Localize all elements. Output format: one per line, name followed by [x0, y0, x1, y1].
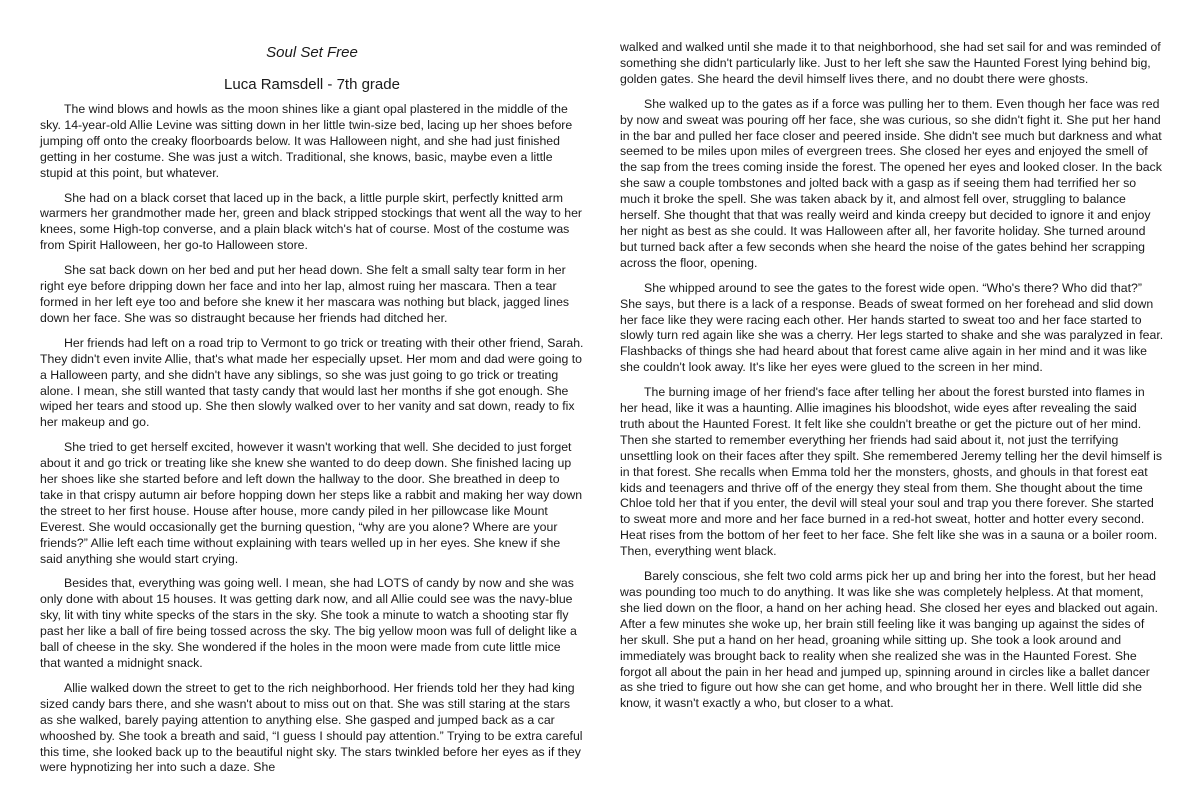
author-line: Luca Ramsdell - 7th grade: [224, 76, 400, 93]
paragraph: The wind blows and howls as the moon shines like a giant opal plastered in the middle of the sky. 14-year-old Allie Levine was sitting down in her little twin-size bed, lacing up her shoes before jumping off onto the creaky floorboards below. It was Halloween night, and she had just finished getting in her costume. She was just a witch. Traditional, she knows, basic, maybe even a little stupid at this point, but whatever.: [40, 102, 573, 180]
paragraph: The burning image of her friend's face after telling her about the forest bursted into flames in her head, like it was a haunting. Allie imagines his bloodshot, wide eyes after revealing the said truth about the Haunted Forest. It felt like she couldn't breathe or get the picture out of her mind. Then she started to remember everything her friends had said about it, not just the terrifying unsettling look on their faces after they spilt. She remembered Jeremy telling her the devil himself is in that forest. She recalls when Emma told her the monsters, ghosts, and ghouls in that forest eat kids and teenagers and thrive off of the energy they steal from them. She thought about the time Chloe told her that if you enter, the devil will steal your soul and trap you there forever. She started to sweat more and more and her face burned in a red-hot sweat, hotter and hotter every second. Heat rises from the bottom of her feet to her face. She felt like she was in a sauna or a boiler room. Then, everything went black.: [620, 385, 1163, 559]
paragraph: She whipped around to see the gates to the forest wide open. “Who's there? Who did that?” She says, but there is a lack of a response. Beads of sweat formed on her forehead and slid down her face like they were racing each other. Her hands started to sweat too and her face started to slowly turn red again like she was a cherry. Her legs started to shake and she was paralyzed in fear. Flashbacks of things she had heard about that forest came alive again in her mind and it was like she couldn't look away. It's like her eyes were glued to the screen in her mind.: [620, 280, 1164, 375]
paragraph: Besides that, everything was going well. I mean, she had LOTS of candy by now and she was only done with about 15 houses. It was getting dark now, and all Allie could see was the navy-blue sky, lit with tiny white specks of the stars in the sky. She took a minute to watch a shooting star fly past her like a ball of fire being tossed across the sky. The big yellow moon was full of delight like a ball of cheese in the sky. She wondered if the holes in the moon were made from cute little mice that wanted a midnight snack.: [40, 576, 577, 670]
right-page: [620, 40, 1164, 721]
paragraph: Allie walked down the street to get to the rich neighborhood. Her friends told her they had king sized candy bars there, and she wasn't about to miss out on that. She was still staring at the stars as she walked, barely paying attention to anything else. She gasped and jumped back as a car whooshed by. She took a breath and said, “I guess I should pay attention.” Trying to be extra careful this time, she looked back up to the beautiful night sky. The stars twinkled before her eyes as if they were hypnotizing her into such a daze. She: [40, 680, 583, 775]
paragraph: She sat back down on her bed and put her head down. She felt a small salty tear form in her right eye before dripping down her face and into her lap, almost ruing her mascara. Then a tear formed in her left eye too and before she knew it her mascara was nothing but black, jagged lines down her face. She was so distraught because her friends had ditched her.: [40, 263, 570, 325]
story-title: Soul Set Free: [266, 44, 358, 61]
left-page: [40, 40, 584, 785]
continuation-paragraph: walked and walked until she made it to that neighborhood, she had set sail for and was reminded of something she didn't particularly like. Just to her left she saw the Haunted Forest lying behind big, golden gates. She heard the devil himself lives there, and no doubt there were ghosts.: [620, 40, 1161, 86]
paragraph: Barely conscious, she felt two cold arms pick her up and bring her into the forest, but her head was pounding too much to do anything. It was like she was completely helpless. At that moment, she lied down on the floor, a hand on her aching head. She closed her eyes and blacked out again. After a few minutes she woke up, her brain still feeling like it was banging up against the sides of her skull. She put a hand on her head, groaning while sitting up. She took a look around and immediately was brought back to reality when she realized she was in the Haunted Forest. She forgot all about the pain in her head and jumped up, spinning around in circles like a ballet dancer as she tried to figure out how she can get home, and who brought her in there. Well little did she know, it wasn't exactly a who, but closer to a what.: [620, 569, 1159, 711]
paragraph: She had on a black corset that laced up in the back, a little purple skirt, perfectly knitted arm warmers her grandmother made her, green and black stripped stockings that went all the way to her knees, some High-top converse, and a plain black witch's hat of course. Most of the costume was from Spirit Halloween, her go-to Halloween store.: [40, 190, 583, 253]
paragraph: She walked up to the gates as if a force was pulling her to them. Even though her face was red by now and sweat was pouring off her face, she was curious, so she didn't fight it. She put her hand in the bar and pulled her face closer and peered inside. She didn't see much but darkness and what seemed to be miles upon miles of evergreen trees. She closed her eyes and enjoyed the smell of the sap from the trees coming inside the forest. The opened her eyes and looked closer. In the back she saw a couple tombstones and jolted back with a gasp as if seeing them had terrified her so much it broke the spell. She was taken aback by it, and almost fell over, struggling to balance herself. She thought that that was really weird and kinda creepy but decided to ignore it and enjoy her night as best as she could. It was Halloween after all, her favorite holiday. She turned around but turned back after a few seconds when she heard the noise of the gates behind her scrapping across the floor, opening.: [620, 96, 1162, 270]
paragraph: She tried to get herself excited, however it wasn't working that well. She decided to just forget about it and go trick or treating like she knew she wanted to do deep down. She finished lacing up her shoes like she started before and left down the hallway to the door. She breathed in deep to take in that crispy autumn air before hopping down her steps like a rabbit and making her way down the street to her first house. House after house, more candy piled in her pillowcase like Mount Everest. She would occasionally get the burning question, “why are you alone? Where are your friends?” Allie left each time without explaining with tears welled up in her eyes. She knew if she said anything she would start crying.: [40, 440, 583, 566]
paragraph: Her friends had left on a road trip to Vermont to go trick or treating with their other friend, Sarah. They didn't even invite Allie, that's what made her especially upset. Her mom and dad were going to a Halloween party, and she didn't have any siblings, so she was just going to go trick or treating alone. I mean, she still wanted that tasty candy that would last her months if she got enough. She wiped her tears and stood up. She then slowly walked over to her vanity and sat down, ready to fix her makeup and go.: [40, 335, 584, 430]
